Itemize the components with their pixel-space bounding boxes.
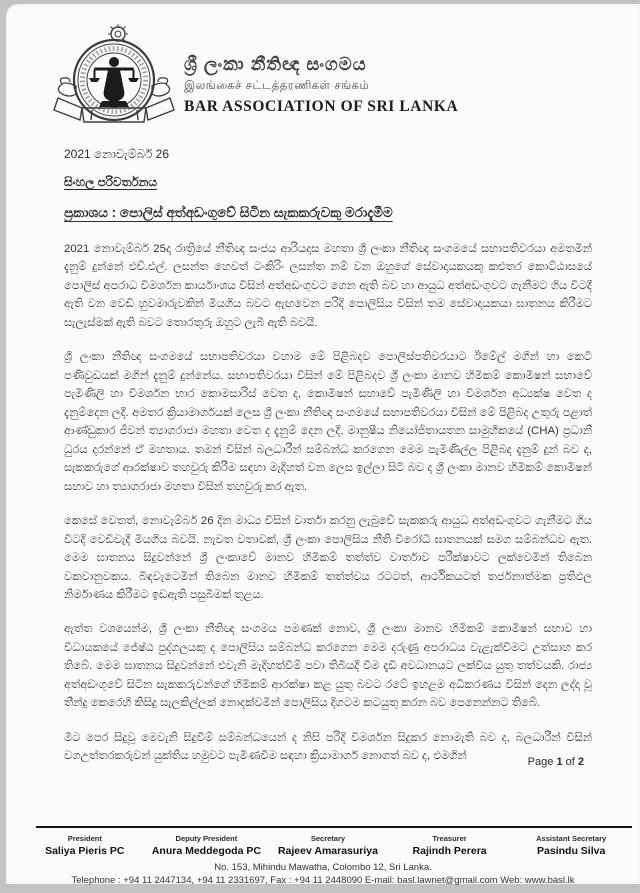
official-name: Anura Meddegoda PC: [151, 845, 261, 857]
official-deputy-president: [146, 834, 268, 857]
paragraph-1: 2021 නොවැම්බර් 25දා රාත්‍රියේ නීතිඥ සංජය ආරියදාස මහතා ශ්‍රී ලංකා නීතිඥ සංගමයේ සභාපතිවරයා අමතමින් දැනුම් දුන්නේ එච්.එල්. ලසන්ත හෙවත් ටංකිරිං ලසන්ත නම් වන ඔහුගේ සේවාදායකයකු කළුතර කොට්ඨාසයේ පොලිස් අපරාධ විමර්ශන කාර්යාංශය විසින් අත්අඩංගුවට ගෙන ඇති බව හා ආයුධ අත්අඩංගුවට ගැනීමට ගිය විටදී ඇති වන වෙඩි හුවමාරුවකින් මියගිය බවට ඇඟවෙන පරිදි පොලිසිය විසින් තම සේවාදායකයා ඝාතනය කිරීමට සැලැස්මක් ඇති බවට තොරතුරු ඔහුට ලැබී ඇති බවයි.: [64, 243, 592, 329]
page-total: 2: [577, 756, 584, 768]
official-name: Pasindu Silva: [537, 845, 606, 857]
official-name: Rajindh Perera: [412, 845, 487, 857]
official-title: Treasurer: [432, 834, 467, 843]
rosette-ornament: [108, 24, 128, 42]
official-name: Rajeev Amarasuriya: [277, 845, 378, 857]
org-name-tamil: இலங்கைச் சட்டத்தரணிகள் சங்கம்: [184, 80, 370, 92]
press-release-title: ප්‍රකාශය : පොලිස් අත්අඩංගුවේ සිටින සැකකරුවකු මරාදැමීම: [64, 205, 393, 220]
paragraph-2: ශ්‍රී ලංකා නීතිඥ සංගමයේ සභාපතිවරයා වහාම මේ පිළිබදව පොලිස්පතිවරයාට ඊමේල් මගින් හා කෙටි පණිවුඩයක් මගින් දැනුම් දුන්නේය. සභාපතිවරයා විසින් මේ පිළිබදව ශ්‍රී ලංකා මානව හිමිකම් කොමිෂන් සභාවේ පැමිණිලි හා විමර්ශන භාර කොමසාරිස් වෙත ද, කොමිෂන් සභාවේ පැමිණිලි හා විමර්ශන අධ්‍යක්ෂ වෙත ද දැනුම්දෙන ලදී. අමතර ක්‍රියාමාර්ගයක් ලෙස ශ්‍රී ලංකා නීතිඥ සංගමයේ සභාපතිවරයා විසින් මේ පිළිබද උතුරු පළාත් ආණ්ඩුකාර ජීවන් ත්‍යාගරාජා මහතා වෙත ද දැනුම් දෙන ලදී. මානුෂීය නියෝජිතායතන සාමුහිකයේ (CHA) ප්‍රධානී ධුරය දරන්නේ ඒ මහතාය. තමන් විසින් බලධාරීන් සම්බන්ධ කරගෙන මෙම පැමිණිල්ල පිළිබද දැනුම් දුන් බව ද, සැකකරුගේ ආරක්ෂාව තහවුරු කිරීම සඳහා මැදිහත් වන ලෙස ඉල්ලා සිටි බව ද ශ්‍රී ලංකා මානව හිමිකම් කොමිෂන් සභාව හා ත්‍යාගරාජා මහතා විසින් තහවුරු කර ඇත.: [64, 351, 592, 493]
page-indicator: [64, 756, 584, 768]
footer-contact: Telephone : +94 11 2447134, +94 11 2331697, Fax : +94 11 2448090 E-mail: basl.lawnet@gmail.com Web: www.basl.lk: [71, 875, 575, 886]
lady-justice-figure: [89, 57, 139, 107]
page-number: 1: [556, 756, 563, 768]
letterhead: [184, 54, 458, 116]
official-title: President: [67, 834, 102, 843]
official-assistant-secretary: [510, 834, 632, 857]
org-name-sinhala: ශ්‍රී ලංකා නීතිඥ සංගමය: [184, 54, 367, 74]
paragraph-4: ඇත්ත වශයෙන්ම, ශ්‍රී ලංකා නීතිඥ සංගමය පමණක් නොව, ශ්‍රී ලංකා මානව හිමිකම් කොමිෂන් සභාව හා විධායකයේ ජේෂ්ඨ පුද්ගලයකු ද පොලිසිය සම්බන්ධ කරගෙන මෙම දරුණු අපරාධය වැළැක්වීමට උත්සාහ කර තිබේ. මෙම ඝාතනය සිදුවන්නේ එවැනි මැදිහත්වීම් පවා තිබියදී වීම දැඩි අවධානයට ලක්විය යුතු තත්වයකි. රාජ්‍ය අත්අඩංගුවේ සිටින සැකකරුවන්ගේ හිමිකම් ආරක්ෂා කළ යුතු බවට රටේ ඉහළම අධිකරණය විසින් දෙන ලද්දා වූ තීන්දු කෙරෙහි කිසිදු සැලකිල්ලක් නොදක්වමින් පොලිසිය දිගටම කටයුතු කරන බව පෙනෙන්නට තිබේ.: [64, 623, 592, 710]
official-president: [24, 834, 146, 857]
document-body: [64, 240, 592, 782]
official-title: Assistant Secretary: [536, 834, 607, 843]
paragraph-5: මීට පෙර සිදුවූ මෙවැනි සිදුවීම් සම්බන්ධයෙන් ද නිසි පරිදි විමර්ශන සිදුකර නොමැති බව ද, බලධාරීන් විසින් වගඋත්තරකරුවන් යුක්තිය හමුවට පැමිණවීම සඳහා ක්‍රියාමාර්ග නොගත් බව ද, එමගින්: [64, 731, 592, 763]
footer-address: No. 153, Mihindu Mawatha, Colombo 12, Sri Lanka.: [214, 862, 432, 873]
translation-label: සිංහල පරිවර්තනය: [64, 175, 157, 189]
document-date: 2021 නොවැම්බර් 26: [64, 147, 170, 161]
page-word: Page: [527, 756, 554, 768]
official-title: Deputy President: [175, 834, 238, 843]
page-of: of: [565, 756, 575, 768]
official-secretary: [267, 834, 389, 857]
paragraph-3: කෙසේ වෙතත්, නොවැම්බර් 26 දින මාධ්‍ය විසින් වාර්තා කරනු ලැබුවේ සැකකරු ආයුධ අත්අඩංගුවට ගැනීමට ගිය විටදී වෙඩිවැදී මියගිය බවයි. නැවත වතාවක්, ශ්‍රී ලංකා පොලිසිය නීති විරෝධී ඝාතනයක් සමග සම්බන්ධව ඇත. මෙම ඝාතනය සිදුවන්නේ ශ්‍රී ලංකාවේ මානව හිමිකම් තත්ත්ව වාර්තාව පරීක්ෂාවට ලක්වෙමින් තිබෙන වකවානුවකය. බිඳවැටෙමින් තිබෙන මානව හිමිකම් තත්ත්වය රටටත්, ආර්ථිකයටත් තර්ජනාත්මක ප්‍රතිඵල නිර්මාණය කිරීමට ඉඩඇති පසුබිමක් තුළය.: [64, 515, 592, 601]
officials-row: [24, 834, 632, 857]
org-name-english: BAR ASSOCIATION OF SRI LANKA: [184, 98, 459, 115]
footer-divider: [36, 826, 632, 828]
bar-association-emblem-icon: [46, 24, 184, 134]
official-title: Secretary: [310, 834, 346, 843]
document-page: [6, 4, 640, 884]
official-treasurer: [389, 834, 511, 857]
official-name: Saliya Pieris PC: [45, 845, 125, 857]
